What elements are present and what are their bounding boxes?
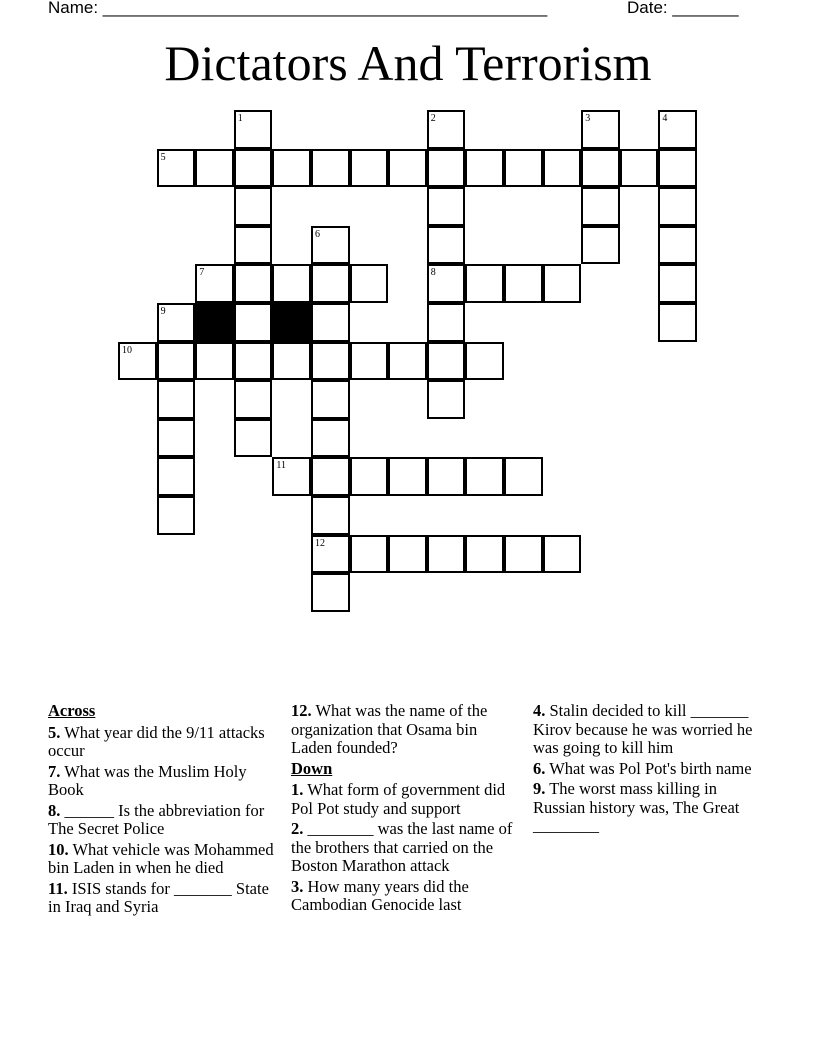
grid-cell[interactable] [465,149,504,188]
clue-number: 5. [48,722,61,742]
date-field-label[interactable]: Date: _______ [627,0,739,17]
clue-across-5 [48,724,276,761]
grid-cell[interactable] [118,342,157,381]
grid-cell[interactable] [350,342,389,381]
grid-cell[interactable] [311,380,350,419]
clue-number-label: 10 [122,344,132,356]
grid-cell-blocked [195,303,234,342]
grid-cell[interactable] [465,457,504,496]
grid-cell[interactable] [350,535,389,574]
clue-across-12 [291,702,521,758]
clue-number: 7. [48,761,61,781]
across-heading: Across [48,701,96,720]
clue-across-8 [48,802,276,839]
grid-cell[interactable] [465,342,504,381]
grid-cell[interactable] [388,149,427,188]
page-title: Dictators And Terrorism [164,35,652,91]
grid-cell[interactable] [388,457,427,496]
grid-cell[interactable] [195,149,234,188]
grid-cell[interactable] [658,226,697,265]
clue-column-2 [291,702,521,917]
clue-number: 10. [48,839,69,859]
down-heading: Down [291,758,333,778]
grid-cell[interactable] [504,535,543,574]
grid-cell[interactable] [620,149,659,188]
clue-number-label: 5 [160,151,166,163]
grid-cell[interactable] [311,573,350,612]
grid-cell[interactable] [427,303,466,342]
clue-number: 6. [533,758,546,778]
grid-cell[interactable] [157,149,196,188]
clue-down-4 [533,702,773,758]
grid-cell[interactable] [311,264,350,303]
clue-down-9 [533,780,773,836]
clue-number-label: 4 [662,113,668,124]
grid-cell[interactable] [311,419,350,458]
grid-cell[interactable] [311,457,350,496]
clue-across-7 [48,763,276,800]
grid-cell[interactable] [311,496,350,535]
clue-number: 1. [291,780,304,799]
grid-cell[interactable] [658,149,697,188]
grid-cell[interactable] [157,303,196,342]
grid-cell[interactable] [581,187,620,226]
clue-number-label: 12 [315,537,325,549]
clue-number-label: 1 [237,113,243,124]
grid-cell[interactable] [427,457,466,496]
clue-number-label: 2 [430,113,436,124]
grid-cell[interactable] [234,264,273,303]
grid-cell[interactable] [311,149,350,188]
grid-cell[interactable] [311,226,350,265]
clue-number-label: 11 [276,460,287,472]
grid-cell[interactable] [388,535,427,574]
grid-cell[interactable] [388,342,427,381]
grid-cell[interactable] [504,149,543,188]
grid-cell[interactable] [504,457,543,496]
clue-text: The worst mass killing in Russian history was, The Great ________ [533,779,740,835]
grid-cell[interactable] [311,342,350,381]
clue-number-label: 9 [160,306,166,317]
clue-down-1 [291,781,521,818]
grid-cell[interactable] [658,110,697,149]
grid-cell[interactable] [427,380,466,419]
clue-text: ISIS stands for _______ State in Iraq and Syria [48,878,269,916]
grid-cell[interactable] [234,342,273,381]
grid-cell[interactable] [350,457,389,496]
clue-text: ______ Is the abbreviation for The Secret Police [48,800,265,838]
grid-cell[interactable] [272,457,311,496]
grid-cell[interactable] [427,187,466,226]
clue-text: What vehicle was Mohammed bin Laden in when he died [48,839,274,877]
clue-text: What form of government did Pol Pot study and support [291,780,506,818]
clue-number-label: 6 [315,228,320,240]
grid-cell[interactable] [427,149,466,188]
clue-across-11 [48,880,276,917]
clue-down-3 [291,878,521,915]
clue-number: 12. [291,701,312,720]
grid-cell[interactable] [543,535,582,574]
grid-cell[interactable] [234,303,273,342]
grid-cell[interactable] [581,149,620,188]
clue-text: How many years did the Cambodian Genocide last [291,876,469,914]
grid-cell[interactable] [157,457,196,496]
grid-cell[interactable] [504,264,543,303]
grid-cell[interactable] [157,380,196,419]
grid-cell[interactable] [234,419,273,458]
grid-cell[interactable] [234,380,273,419]
grid-cell[interactable] [658,264,697,303]
clue-text: ________ was the last name of the brothers that carried on the Boston Marathon attack [291,819,513,875]
grid-cell[interactable] [581,110,620,149]
grid-cell[interactable] [234,110,273,149]
clue-number-label: 7 [199,267,205,279]
grid-cell[interactable] [543,149,582,188]
clue-text: Stalin decided to kill _______ Kirov because he was worried he was going to kill him [533,701,753,757]
name-field-label[interactable]: Name: _______________________________________________ [48,0,548,17]
clue-across-10 [48,841,276,878]
clue-number: 11. [48,878,68,898]
grid-cell[interactable] [465,535,504,574]
grid-cell[interactable] [427,535,466,574]
grid-cell[interactable] [195,264,234,303]
grid-cell[interactable] [272,342,311,381]
grid-cell[interactable] [350,149,389,188]
grid-cell[interactable] [658,303,697,342]
grid-cell[interactable] [157,496,196,535]
grid-cell[interactable] [427,264,466,303]
clue-column-1 [48,702,276,919]
grid-cell[interactable] [311,303,350,342]
clue-number: 4. [533,701,546,720]
grid-cell[interactable] [427,226,466,265]
clue-number-label: 8 [430,267,436,279]
clue-number: 9. [533,779,546,798]
grid-cell[interactable] [272,264,311,303]
clue-number: 3. [291,876,304,896]
grid-cell[interactable] [234,226,273,265]
clue-text: What was Pol Pot's birth name [549,758,752,778]
clue-text: What was the name of the organization that Osama bin Laden founded? [291,701,488,757]
grid-cell[interactable] [272,149,311,188]
grid-cell[interactable] [543,264,582,303]
clue-number: 2. [291,819,304,838]
grid-cell[interactable] [157,419,196,458]
grid-cell[interactable] [350,264,389,303]
grid-cell[interactable] [427,342,466,381]
clue-down-2 [291,820,521,876]
clue-text: What year did the 9/11 attacks occur [48,722,265,760]
grid-cell[interactable] [581,226,620,265]
grid-cell[interactable] [234,187,273,226]
grid-cell[interactable] [658,187,697,226]
grid-cell[interactable] [465,264,504,303]
clue-down-6 [533,760,773,779]
grid-cell-blocked [272,303,311,342]
clue-number: 8. [48,800,61,820]
clue-text: What was the Muslim Holy Book [48,761,247,799]
clue-column-3 [533,702,773,838]
grid-cell[interactable] [427,110,466,149]
clue-number-label: 3 [585,113,591,124]
grid-cell[interactable] [195,342,234,381]
grid-cell[interactable] [157,342,196,381]
grid-cell[interactable] [311,535,350,574]
grid-cell[interactable] [234,149,273,188]
